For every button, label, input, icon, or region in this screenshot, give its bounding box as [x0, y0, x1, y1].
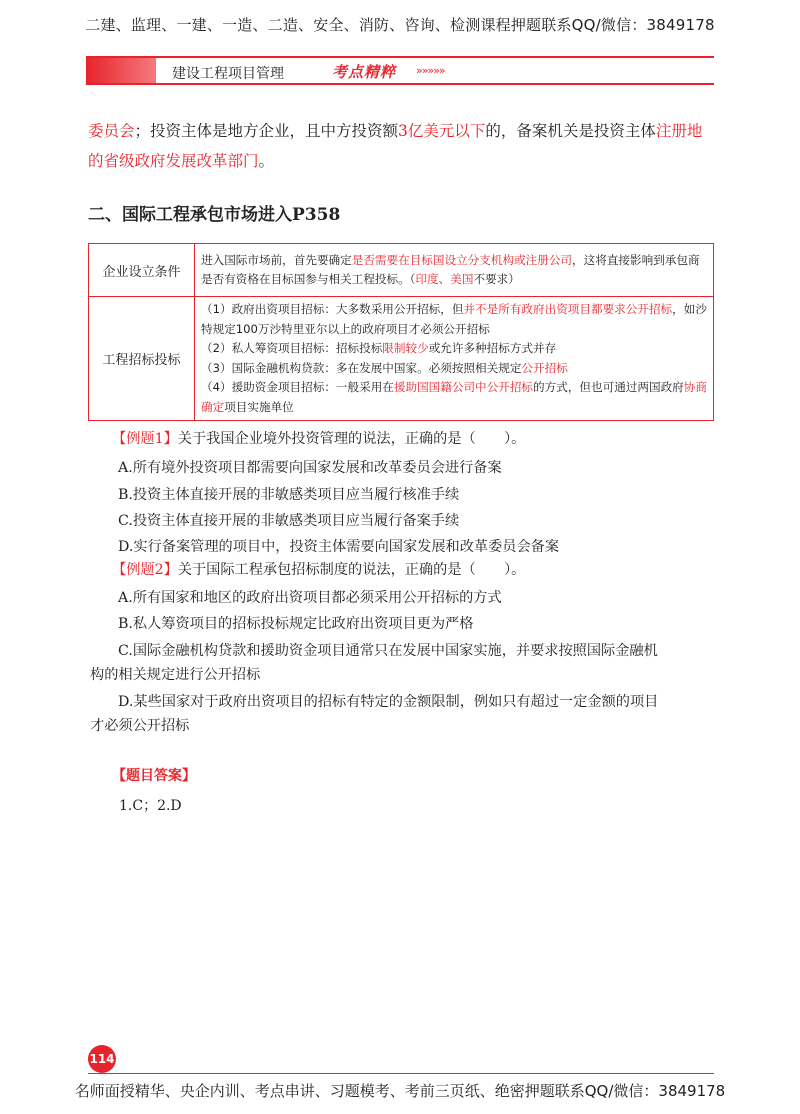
cell-text: 项目实施单位: [224, 399, 294, 414]
example-label: 【例题2】: [112, 562, 178, 578]
section-heading: 二、国际工程承包市场进入P358: [88, 205, 341, 225]
section-tag: 考点精粹: [332, 63, 397, 81]
cell-text: 的方式，但也可通过两国政府: [533, 380, 684, 394]
bidding-item-4: [201, 378, 707, 417]
footer-rule: [88, 1073, 714, 1074]
question-1-stem: [112, 428, 525, 448]
cell-text: ，这将直接影响到承包商是否有资格在目标国参与相关工程投标。（: [201, 252, 700, 286]
intro-highlight-1: 委员会: [88, 122, 135, 140]
question-2-stem: [112, 559, 525, 579]
table-row: [89, 297, 714, 421]
intro-paragraph: [88, 116, 716, 176]
chevron-arrows-icon: »»»»»: [416, 64, 445, 77]
market-entry-table: [88, 243, 714, 421]
bidding-item-1: [201, 300, 707, 339]
option-a: A.所有国家和地区的政府出资项目都必须采用公开招标的方式: [118, 590, 502, 606]
row-content-bidding: [195, 297, 714, 421]
cell-text: 或允许多种招标方式并存: [428, 341, 557, 355]
intro-highlight-3: 3亿美元以下: [398, 122, 486, 140]
intro-text-4: 的，备案机关是投资主体: [485, 122, 656, 140]
option-c-continued: 构的相关规定进行公开招标: [90, 667, 261, 683]
option-d: D.某些国家对于政府出资项目的招标有特定的金额限制，例如只有超过一定金额的项目: [118, 694, 659, 710]
cell-highlight: 援助国国籍公司中公开招标: [393, 380, 534, 394]
cell-text: 不要求）: [473, 272, 520, 286]
table-row: [89, 244, 714, 297]
cell-text: （2）私人筹资项目招标：招标投标: [201, 341, 383, 355]
intro-text-6: 。: [258, 152, 275, 170]
intro-text-2: ；投资主体是地方企业，且中方投资额: [134, 122, 399, 140]
intro-highlight-5: 注册地的省级政府发展改革部门: [88, 122, 703, 170]
row-content-company-setup: [195, 244, 714, 297]
cell-highlight: 限制较少: [382, 341, 429, 355]
cell-highlight: 公开招标: [521, 360, 568, 375]
cell-text: （4）援助资金项目招标：一般采用在: [201, 380, 394, 394]
cell-highlight: 是否需要在目标国设立分支机构或注册公司: [351, 252, 573, 267]
row-label-bidding: 工程招标投标: [89, 297, 195, 421]
cell-text: （1）政府出资项目招标：大多数采用公开招标，但: [201, 302, 464, 316]
bidding-item-3: [201, 359, 707, 379]
page-number-badge: 114: [88, 1045, 116, 1073]
option-d: D.实行备案管理的项目中，投资主体需要向国家发展和改革委员会备案: [118, 539, 560, 555]
top-contact-banner: 二建、监理、一建、一造、二造、安全、消防、咨询、检测课程押题联系QQ/微信：3849178: [85, 16, 715, 34]
course-title: 建设工程项目管理: [172, 66, 284, 82]
cell-text: （3）国际金融机构贷款：多在发展中国家。必须按照相关规定: [201, 360, 522, 375]
cell-highlight: 并不是所有政府出资项目都要求公开招标: [463, 302, 673, 316]
example-label: 【例题1】: [112, 431, 178, 447]
header-top-rule: [86, 56, 714, 58]
cell-text: 进入国际市场前，首先要确定: [201, 252, 352, 267]
header-bottom-rule: [86, 83, 714, 85]
page-header: [86, 56, 714, 88]
bidding-item-2: [201, 339, 707, 359]
header-red-block: [86, 58, 156, 83]
option-c: C.国际金融机构贷款和援助资金项目通常只在发展中国家实施，并要求按照国际金融机: [118, 643, 658, 659]
option-a: A.所有境外投资项目都需要向国家发展和改革委员会进行备案: [118, 460, 502, 476]
question-text: 关于我国企业境外投资管理的说法，正确的是（ ）。: [177, 431, 526, 447]
footer-contact-banner: 名师面授精华、央企内训、考点串讲、习题模考、考前三页纸、绝密押题联系QQ/微信：3849178: [74, 1082, 726, 1100]
option-d-continued: 才必须公开招标: [90, 718, 190, 734]
option-b: B.私人筹资项目的招标投标规定比政府出资项目更为严格: [118, 616, 474, 632]
answer-heading: 【题目答案】: [112, 768, 196, 784]
row-label-company-setup: 企业设立条件: [89, 244, 195, 297]
cell-text: ，如沙特规定100万沙特里亚尔以上的政府项目才必须公开招标: [201, 302, 707, 336]
cell-highlight: 印度、美国: [415, 272, 474, 286]
answer-text: 1.C；2.D: [119, 798, 182, 814]
cell-highlight: 协商确定: [201, 380, 707, 414]
option-c: C.投资主体直接开展的非敏感类项目应当履行备案手续: [118, 513, 460, 529]
question-text: 关于国际工程承包招标制度的说法，正确的是（ ）。: [177, 562, 526, 578]
option-b: B.投资主体直接开展的非敏感类项目应当履行核准手续: [118, 487, 460, 503]
